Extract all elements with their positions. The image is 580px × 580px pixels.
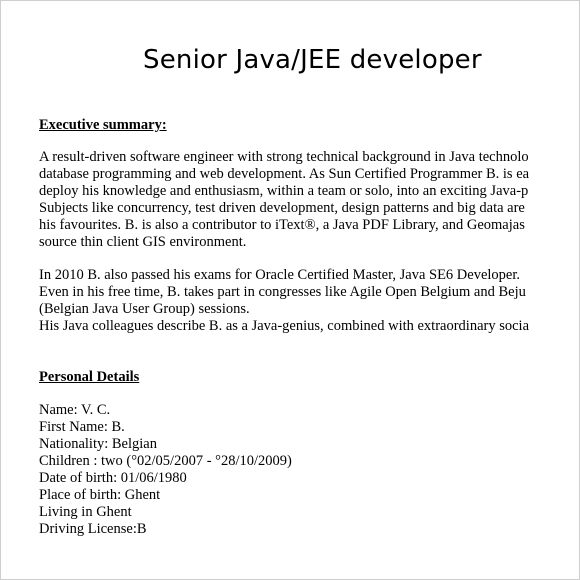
paragraph-line: His Java colleagues describe B. as a Java-genius, combined with extraordinary socia bbox=[39, 318, 530, 334]
personal-details-list bbox=[39, 402, 531, 538]
detail-first-name: First Name: B. bbox=[39, 419, 125, 435]
paragraph-line: (Belgian Java User Group) sessions. bbox=[39, 301, 250, 317]
detail-driving-license: Driving License:B bbox=[39, 521, 147, 537]
detail-nationality: Nationality: Belgian bbox=[39, 436, 157, 452]
paragraph-line: source thin client GIS environment. bbox=[39, 234, 247, 250]
paragraph-line: A result-driven software engineer with strong technical background in Java technolo bbox=[39, 149, 529, 165]
detail-children: Children : two (°02/05/2007 - °28/10/2009) bbox=[39, 453, 292, 469]
detail-living-in: Living in Ghent bbox=[39, 504, 132, 520]
detail-date-of-birth: Date of birth: 01/06/1980 bbox=[39, 470, 187, 486]
personal-details-heading: Personal Details bbox=[39, 369, 140, 385]
executive-summary-paragraph-1 bbox=[39, 149, 531, 251]
paragraph-line: Subjects like concurrency, test driven development, design patterns and big data are bbox=[39, 200, 525, 216]
paragraph-line: database programming and web development. As Sun Certified Programmer B. is ea bbox=[39, 166, 530, 182]
paragraph-line: Even in his free time, B. takes part in congresses like Agile Open Belgium and Beju bbox=[39, 284, 526, 300]
paragraph-line: In 2010 B. also passed his exams for Oracle Certified Master, Java SE6 Developer. bbox=[39, 267, 521, 283]
detail-place-of-birth: Place of birth: Ghent bbox=[39, 487, 161, 503]
paragraph-line: deploy his knowledge and enthusiasm, within a team or solo, into an exciting Java-p bbox=[39, 183, 529, 199]
executive-summary-paragraph-2 bbox=[39, 267, 531, 335]
document-title: Senior Java/JEE developer bbox=[143, 45, 482, 75]
detail-name: Name: V. C. bbox=[39, 402, 111, 418]
executive-summary-heading: Executive summary: bbox=[39, 117, 167, 133]
paragraph-line: his favourites. B. is also a contributor to iText®, a Java PDF Library, and Geomajas bbox=[39, 217, 525, 233]
